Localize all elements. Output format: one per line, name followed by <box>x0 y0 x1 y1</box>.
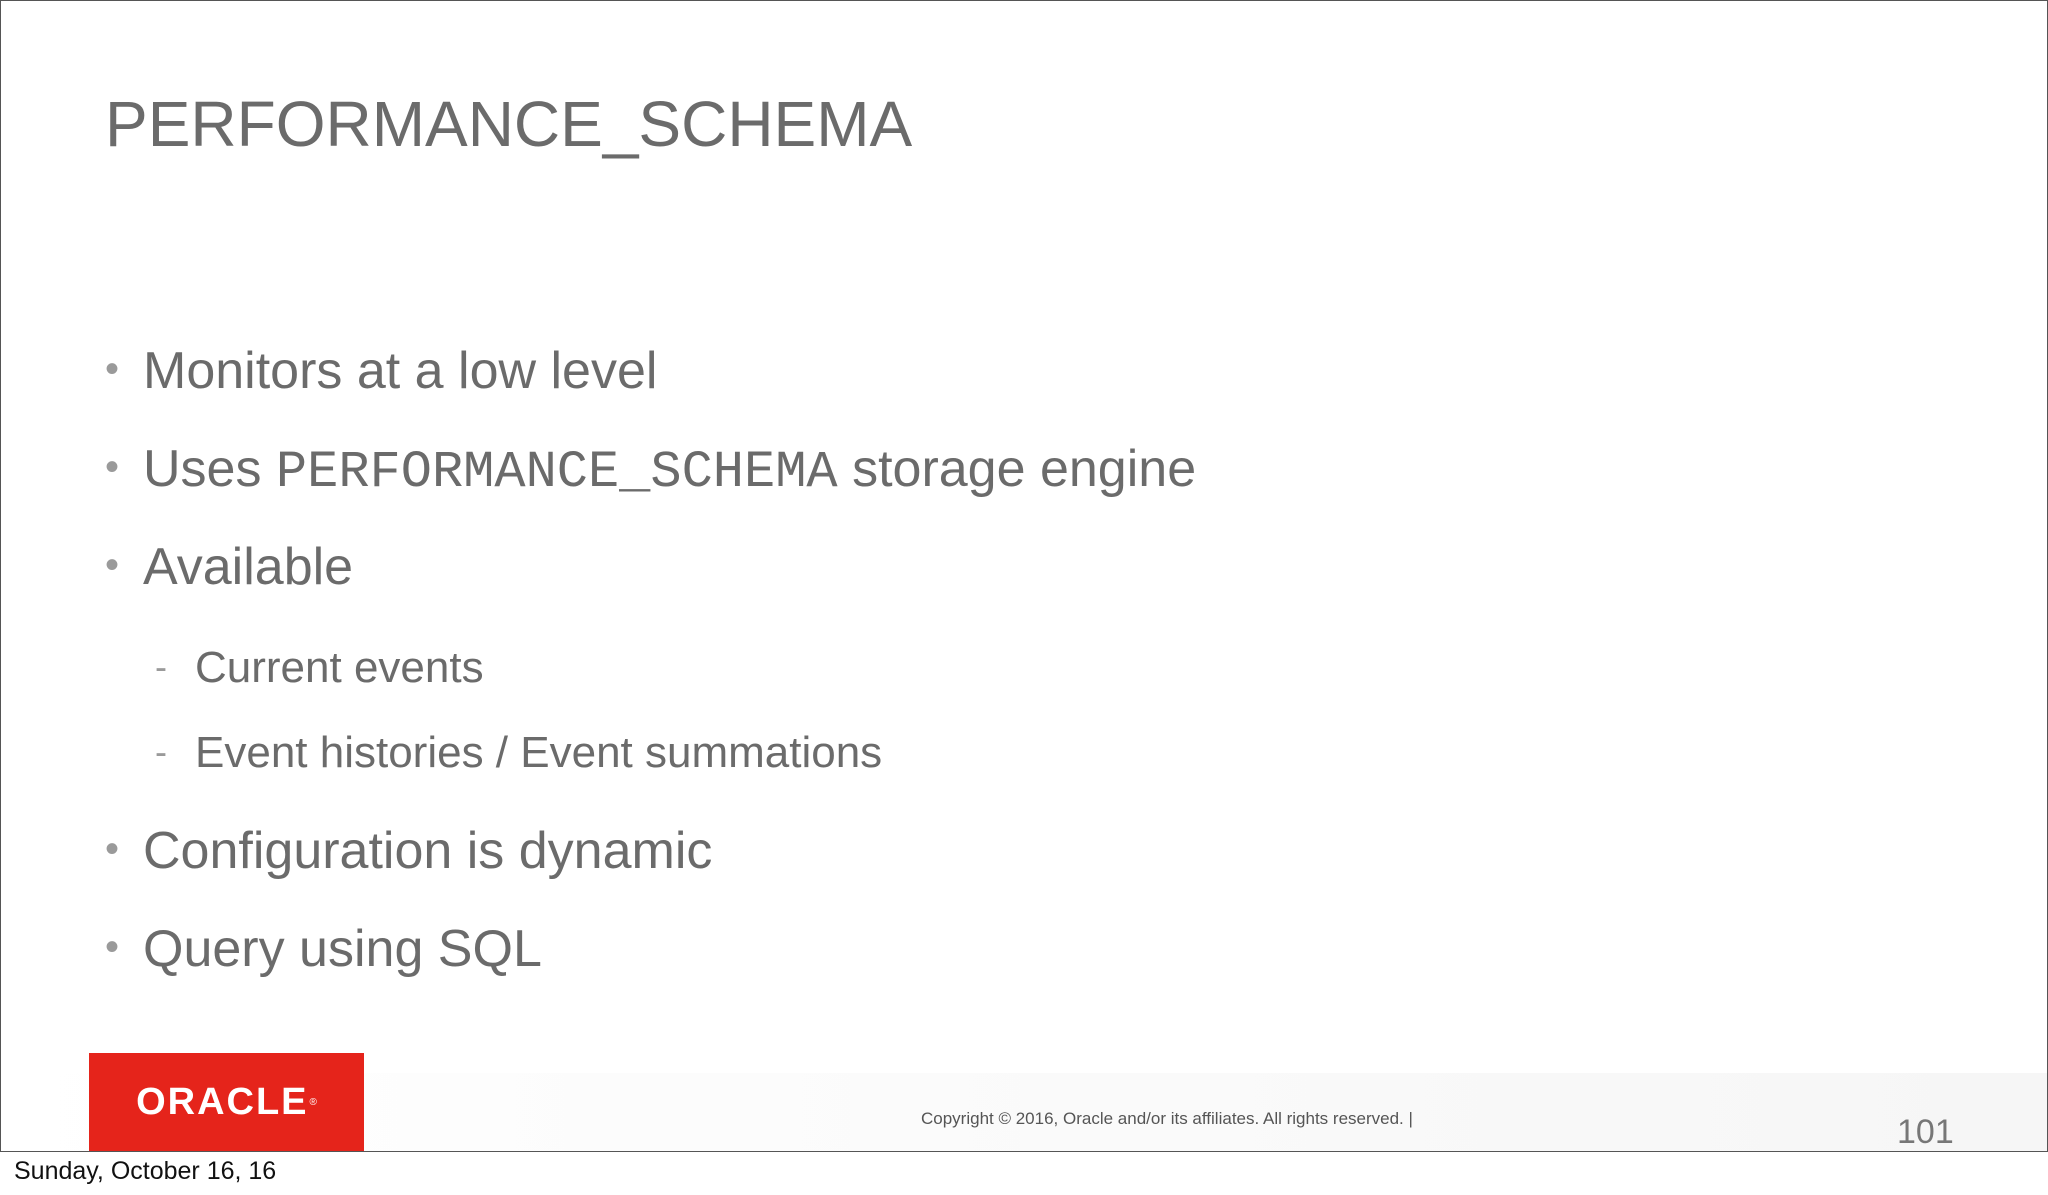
bullet-marker: • <box>105 827 120 871</box>
sub-bullet-text: Event histories / Event summations <box>195 728 883 777</box>
sub-bullet-item-2 <box>155 728 882 778</box>
slide-title: PERFORMANCE_SCHEMA <box>105 88 913 160</box>
bullet-item-4 <box>105 821 712 881</box>
bullet-text-prefix: Uses <box>143 440 276 498</box>
bullet-marker: • <box>105 445 120 489</box>
oracle-logo <box>89 1053 364 1151</box>
bullet-marker: • <box>105 347 120 391</box>
bullet-item-3 <box>105 537 353 597</box>
bullet-item-1 <box>105 341 657 401</box>
bullet-item-5 <box>105 919 542 979</box>
sub-bullet-marker: - <box>155 731 167 772</box>
page-number: 101 <box>1897 1113 1954 1151</box>
bullet-text: Query using SQL <box>143 920 542 978</box>
sub-bullet-item-1 <box>155 643 484 693</box>
sub-bullet-text: Current events <box>195 643 484 692</box>
bullet-code: PERFORMANCE_SCHEMA <box>275 443 838 502</box>
bullet-marker: • <box>105 543 120 587</box>
bullet-text: Monitors at a low level <box>143 342 658 400</box>
oracle-logo-text: ORACLE <box>136 1080 309 1123</box>
date-footer: Sunday, October 16, 16 <box>14 1157 277 1185</box>
bullet-text: Available <box>143 538 354 596</box>
copyright-notice: Copyright © 2016, Oracle and/or its affiliates. All rights reserved. | <box>921 1109 1413 1128</box>
sub-bullet-marker: - <box>155 646 167 687</box>
bullet-item-2 <box>105 439 1196 502</box>
bullet-text-suffix: storage engine <box>837 440 1197 498</box>
bullet-marker: • <box>105 925 120 969</box>
registered-mark: ® <box>309 1096 317 1108</box>
bullet-text: Configuration is dynamic <box>143 822 713 880</box>
